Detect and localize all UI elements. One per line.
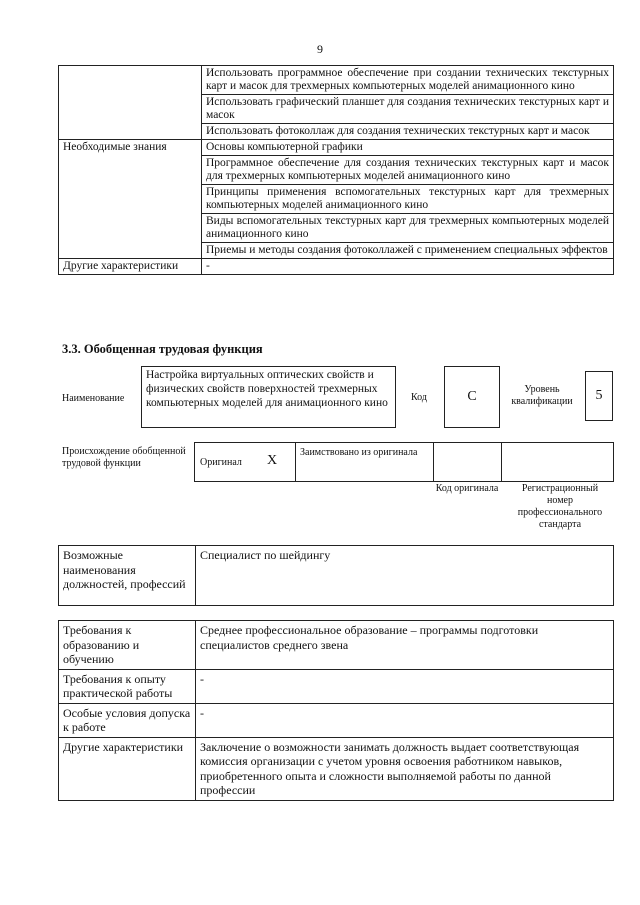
experience-label: Требования к опыту практической работы [59, 669, 196, 703]
code-box: C [444, 366, 500, 428]
skills-knowledge-table [58, 65, 614, 275]
level-box: 5 [585, 371, 613, 421]
table-row [59, 621, 614, 670]
table-row [59, 66, 614, 95]
knowledge-label: Необходимые знания [59, 140, 202, 259]
other-characteristics-value: - [202, 259, 614, 275]
education-value: Среднее профессиональное образование – программы подготовки специалистов среднего звена [196, 621, 614, 670]
requirements-table [58, 620, 614, 801]
name-label: Наименование [62, 393, 125, 404]
knowledge-item: Приемы и методы создания фотоколлажей с применением специальных эффектов [202, 243, 614, 259]
positions-value: Специалист по шейдингу [196, 546, 614, 606]
experience-value: - [196, 669, 614, 703]
table-row [59, 259, 614, 275]
borrowed-cell [295, 443, 434, 481]
function-name-box: Настройка виртуальных оптических свойств и физических свойств поверхностей трехмерных компьютерных моделей для анимационного кино [141, 366, 396, 428]
skill-item: Использовать программное обеспечение при создании технических текстурных карт и масок для трехмерных компьютерных моделей анимационного кино [202, 66, 614, 95]
original-cell [195, 443, 296, 481]
other-label: Другие характеристики [59, 737, 196, 800]
knowledge-item: Программное обеспечение для создания технических текстурных карт и масок для трехмерных компьютерных моделей анимационного кино [202, 156, 614, 185]
other-characteristics-label: Другие характеристики [59, 259, 202, 275]
knowledge-item: Виды вспомогательных текстурных карт для трехмерных компьютерных моделей анимационного кино [202, 214, 614, 243]
original-code-cell [433, 443, 502, 481]
code-original-caption: Код оригинала [435, 483, 499, 494]
origin-label: Происхождение обобщенной трудовой функции [62, 446, 186, 469]
level-label: Уровень квалификации [511, 384, 573, 407]
reg-number-caption: Регистрационный номер профессионального стандарта [517, 483, 603, 530]
skill-item: Использовать фотоколлаж для создания технических текстурных карт и масок [202, 124, 614, 140]
section-title: 3.3. Обобщенная трудовая функция [62, 342, 263, 356]
education-label: Требования к образованию и обучению [59, 621, 196, 670]
original-label: Оригинал [200, 457, 242, 468]
page-number: 9 [317, 42, 323, 56]
table-row [59, 703, 614, 737]
origin-row [194, 442, 614, 482]
positions-table [58, 545, 614, 606]
table-row [59, 546, 614, 606]
other-value: Заключение о возможности занимать должность выдает соответствующая комиссия организации с учетом уровня освоения работником навыков, приобретенного опыта и сложности выполняемой работы по данной профессии [196, 737, 614, 800]
skill-item: Использовать графический планшет для создания технических текстурных карт и масок [202, 95, 614, 124]
table-row [59, 737, 614, 800]
skills-label-cell [59, 66, 202, 140]
special-conditions-label: Особые условия допуска к работе [59, 703, 196, 737]
original-mark: X [267, 453, 278, 468]
knowledge-item: Основы компьютерной графики [202, 140, 614, 156]
positions-label: Возможные наименования должностей, профессий [59, 546, 196, 606]
table-row [59, 669, 614, 703]
borrowed-label: Заимствовано из оригинала [300, 447, 418, 458]
special-conditions-value: - [196, 703, 614, 737]
knowledge-item: Принципы применения вспомогательных текстурных карт для трехмерных компьютерных моделей анимационного кино [202, 185, 614, 214]
code-label: Код [411, 392, 427, 403]
table-row [59, 140, 614, 156]
